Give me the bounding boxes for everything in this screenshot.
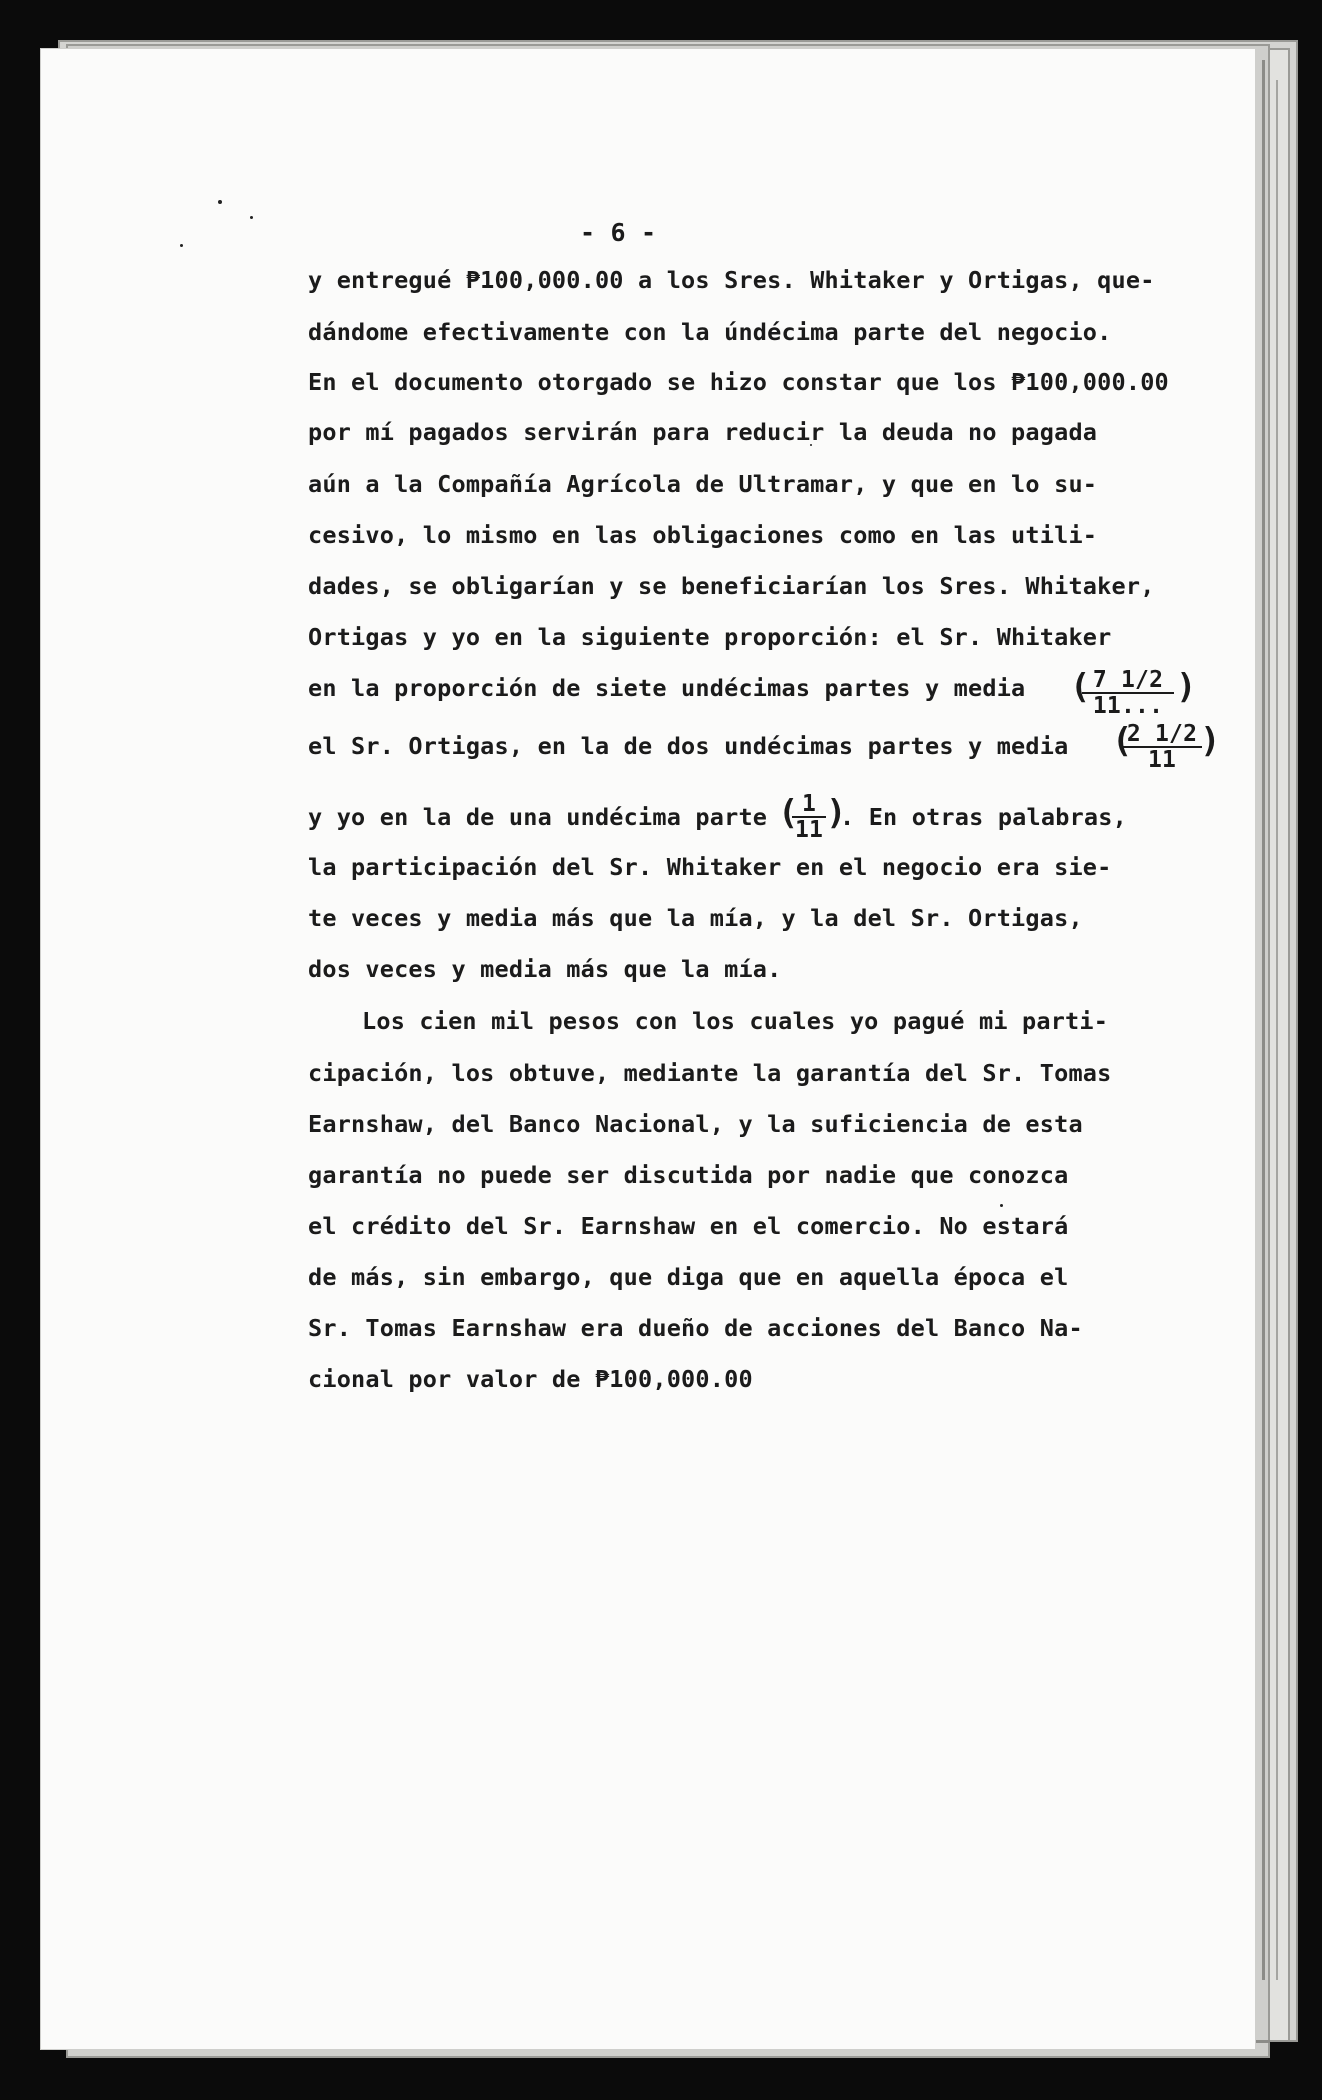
typewritten-text: [40, 48, 1256, 2050]
text-line: la participación del Sr. Whitaker en el negocio era sie-: [308, 853, 1112, 881]
text-line: y yo en la de una undécima parte: [308, 803, 768, 831]
text-line: de más, sin embargo, que diga que en aquella época el: [308, 1263, 1069, 1291]
text-line: cesivo, lo mismo en las obligaciones como en las utili-: [308, 521, 1098, 549]
text-line: dándome efectivamente con la úndécima parte del negocio.: [308, 318, 1112, 346]
text-line: Earnshaw, del Banco Nacional, y la suficiencia de esta: [308, 1110, 1083, 1138]
open-paren: (: [1112, 721, 1133, 761]
open-paren: (: [1070, 667, 1091, 707]
fraction-denominator: 11: [794, 817, 824, 843]
fraction-denominator: 11: [1147, 747, 1177, 773]
close-paren: ): [1200, 721, 1221, 761]
text-line: En el documento otorgado se hizo constar que los ₱100,000.00: [308, 368, 1169, 396]
text-line: cional por valor de ₱100,000.00: [308, 1365, 753, 1393]
close-paren: ): [1176, 667, 1197, 707]
text-line: y entregué ₱100,000.00 a los Sres. Whitaker y Ortigas, que-: [308, 266, 1155, 294]
text-line: el crédito del Sr. Earnshaw en el comercio. No estará: [308, 1212, 1069, 1240]
fraction-denominator: 11...: [1092, 693, 1164, 719]
document-page: [40, 48, 1256, 2050]
text-line: Sr. Tomas Earnshaw era dueño de acciones del Banco Na-: [308, 1314, 1083, 1342]
text-line: . En otras palabras,: [840, 803, 1127, 831]
page-number: - 6 -: [580, 218, 657, 247]
fraction-author: [792, 792, 826, 842]
sheet-edge: [1276, 80, 1278, 1980]
text-line: Ortigas y yo en la siguiente proporción: el Sr. Whitaker: [308, 623, 1112, 651]
fraction-numerator: 2 1/2: [1122, 722, 1202, 748]
fraction-numerator: 7 1/2: [1082, 668, 1174, 694]
text-line: dades, se obligarían y se beneficiarían los Sres. Whitaker,: [308, 572, 1155, 600]
text-line: el Sr. Ortigas, en la de dos undécimas partes y media: [308, 732, 1069, 760]
text-line: en la proporción de siete undécimas partes y media: [308, 674, 1026, 702]
fraction-whitaker: [1082, 668, 1174, 718]
text-line: cipación, los obtuve, mediante la garantía del Sr. Tomas: [308, 1059, 1112, 1087]
text-line: garantía no puede ser discutida por nadie que conozca: [308, 1161, 1069, 1189]
fraction-ortigas: [1122, 722, 1202, 772]
close-paren: ): [826, 793, 847, 833]
text-line: Los cien mil pesos con los cuales yo pagué mi parti-: [362, 1007, 1109, 1035]
text-line: aún a la Compañía Agrícola de Ultramar, y que en lo su-: [308, 470, 1098, 498]
text-line: por mí pagados servirán para reducir la deuda no pagada: [308, 418, 1098, 446]
open-paren: (: [778, 793, 799, 833]
text-line: te veces y media más que la mía, y la del Sr. Ortigas,: [308, 904, 1083, 932]
sheet-edge: [1262, 60, 1265, 1980]
fraction-numerator: 1: [792, 792, 826, 818]
text-line: dos veces y media más que la mía.: [308, 955, 782, 983]
